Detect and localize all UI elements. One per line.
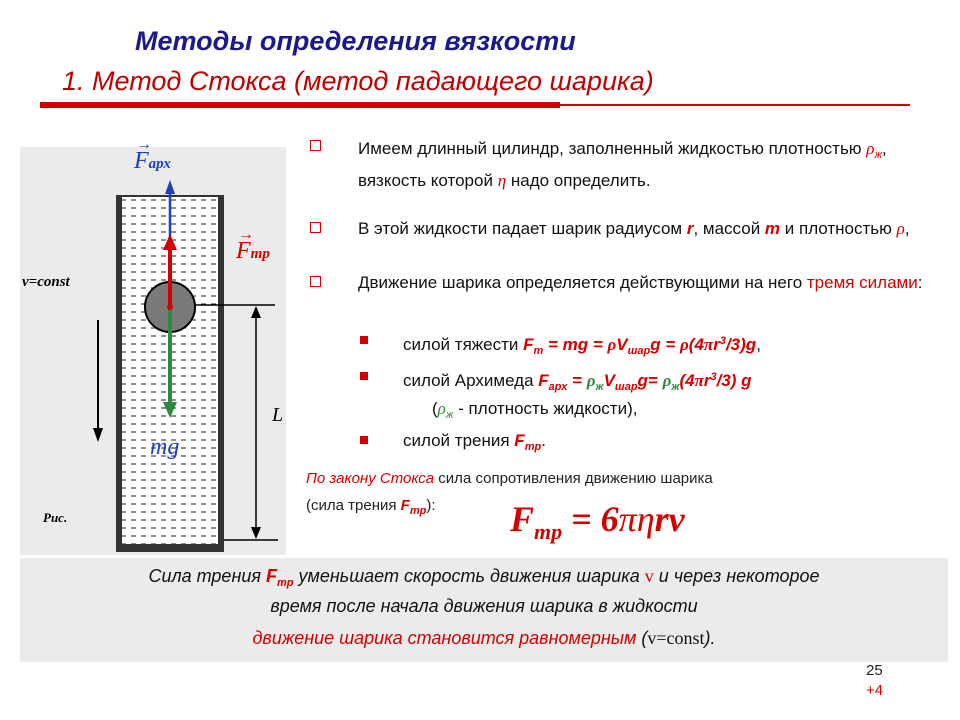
title-underline-thin <box>560 104 910 106</box>
bottom-line1: Сила трения $F_{тр}$ уменьшает скорость движения шарика v и через некоторое <box>148 566 820 589</box>
page-number: 25 <box>866 662 883 679</box>
ball-center <box>167 304 173 310</box>
bullet-box-icon <box>310 140 321 151</box>
cylinder-wall-left <box>116 196 122 552</box>
label-f-tr: → Fтр <box>236 226 270 264</box>
bottom-line3: движение шарика становится равномерным (v=const). <box>252 628 716 648</box>
bullet-box-icon <box>310 222 321 233</box>
stokes-formula: $F_{тр} = 6\pi\eta rv$ <box>510 499 685 544</box>
archimedes-arrow-head <box>165 180 175 194</box>
figure-caption: Рис. <box>43 510 68 525</box>
L-arrow-bottom <box>251 527 261 539</box>
density-note: ($\rho_ж$ - плотность жидкости), <box>432 399 638 421</box>
label-v-const: v=const <box>22 274 70 290</box>
label-f-arx: → Fарх <box>134 136 171 174</box>
title-underline-red <box>40 102 560 108</box>
page-subtitle: 1. Метод Стокса (метод падающего шарика) <box>62 66 654 96</box>
cylinder-wall-right <box>218 196 224 552</box>
stokes-law-line2: (сила трения $F_{тр}$): <box>306 497 436 517</box>
label-mg: mg <box>150 434 180 460</box>
cylinder-bottom <box>116 544 224 552</box>
square-bullet-icon <box>360 372 368 380</box>
label-L: L <box>272 404 284 426</box>
bullet-box-icon <box>310 276 321 287</box>
velocity-arrow-head <box>93 428 103 442</box>
page-title: Методы определения вязкости <box>135 26 576 56</box>
L-arrow-top <box>251 306 261 318</box>
stokes-law-line1: По закону Стокса сила сопротивления движению шарика <box>306 470 713 487</box>
stokes-diagram <box>20 136 290 560</box>
bottom-line2: время после начала движения шарика в жидкости <box>270 596 698 616</box>
square-bullet-icon <box>360 436 368 444</box>
page-number-plus[interactable]: +4 <box>866 682 884 699</box>
square-bullet-icon <box>360 336 368 344</box>
